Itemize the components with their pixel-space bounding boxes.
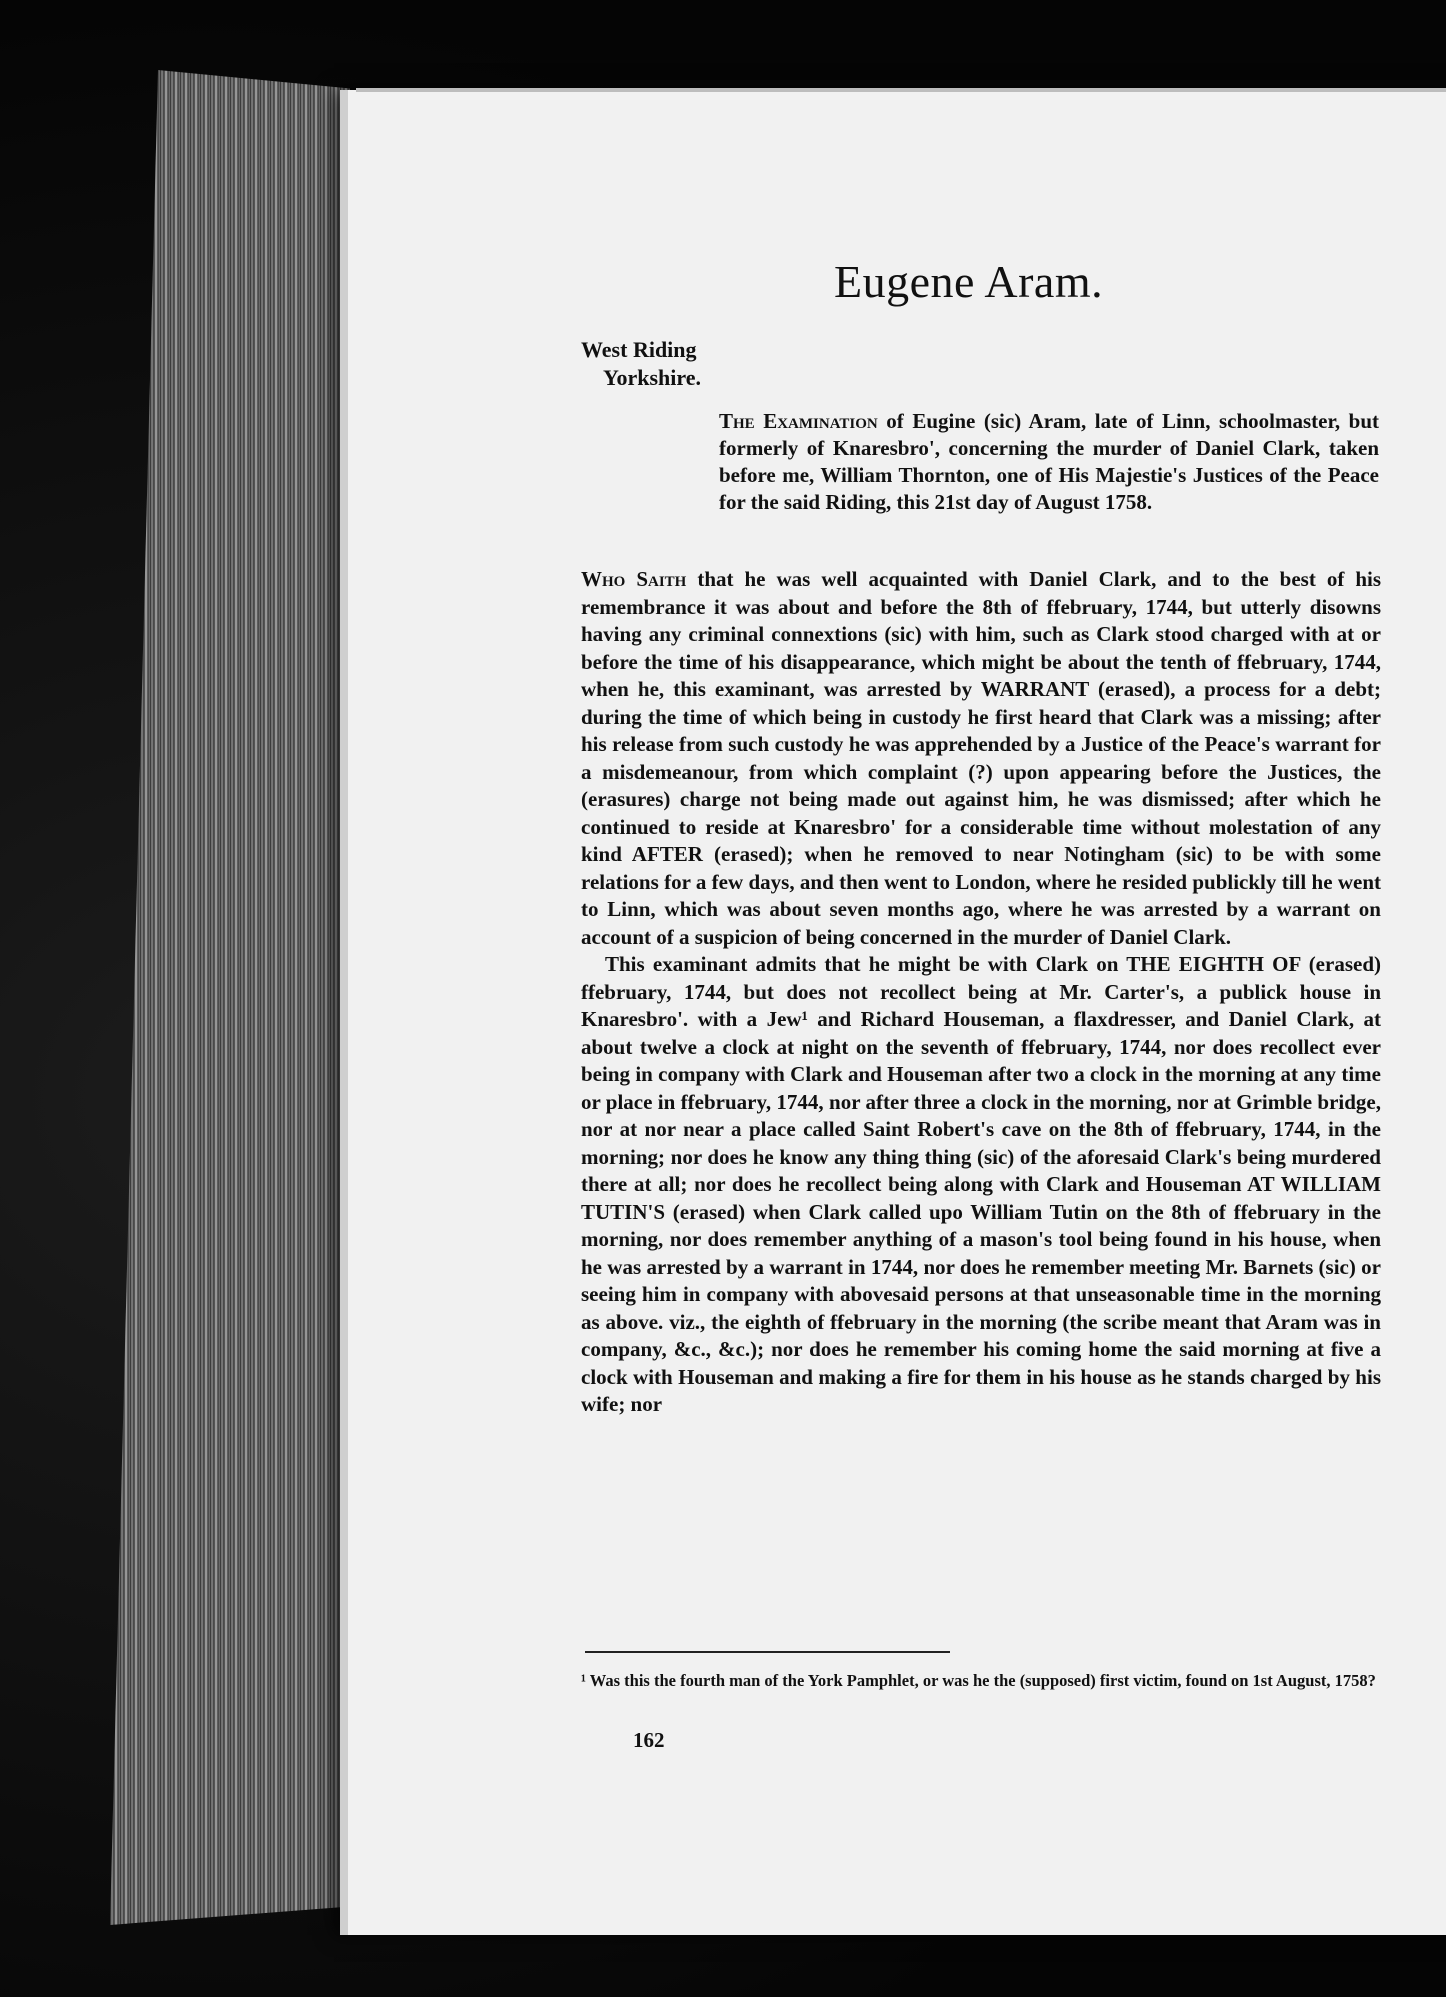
paragraph-2 <box>581 951 1381 1419</box>
paragraph-2-text: This examinant admits that he might be with Clark on THE EIGHTH OF (erased) ffebruary, 1744, but does not recollect being at Mr. Carter's, a publick house in Knaresbro'. with a Jew¹ and Richard Houseman, a flaxdresser, and Daniel Clark, at about twelve a clock at night on the seventh of ffebruary, 1744, nor does recollect ever being in company with Clark and Houseman after two a clock in the morning at any time or place in ffebruary, 1744, nor after three a clock in the morning, nor at Grimble bridge, nor at nor near a place called Saint Robert's cave on the 8th of ffebruary, 1744, in the morning; nor does he know any thing thing (sic) of the aforesaid Clark's being murdered there at all; nor does he recollect being along with Clark and Houseman AT WILLIAM TUTIN'S (erased) when Clark called upo William Tutin on the 8th of ffebruary in the morning, nor does remember anything of a mason's tool being found in his house, when he was arrested by a warrant in 1744, nor does he remember meeting Mr. Barnets (sic) or seeing him in company with abovesaid persons at that unseasonable time in the morning as above. viz., the eighth of ffebruary in the morning (the scribe meant that Aram was in company, &c., &c.); nor does he remember his coming home the said morning at five a clock with Houseman and making a fire for them in his house as he stands charged by his wife; nor <box>581 952 1381 1416</box>
examination-heading-lead: The Examination <box>719 409 878 433</box>
paragraph-1 <box>581 566 1381 951</box>
page-top-edge <box>356 88 1446 92</box>
footnote-divider <box>585 1651 950 1653</box>
body-text <box>581 566 1381 1419</box>
page-title: Eugene Aram. <box>834 256 1104 307</box>
place-heading <box>581 336 701 392</box>
paragraph-1-lead: Who Saith <box>581 567 687 591</box>
examination-heading-text: of Eugine (sic) Aram, late of Linn, schoolmaster, but formerly of Knaresbro', concerning the murder of Daniel Clark, taken before me, William Thornton, one of His Majestie's Justices of the Peace for the said Riding, this 21st day of August 1758. <box>719 409 1379 514</box>
paragraph-1-text: that he was well acquainted with Daniel Clark, and to the best of his remembrance it was about and before the 8th of ffebruary, 1744, but utterly disowns having any criminal connextions (sic) with him, such as Clark stood charged with at or before the time of his disappearance, which might be about the tenth of ffebruary, 1744, when he, this examinant, was arrested by WARRANT (erased), a process for a debt; during the time of which being in custody he first heard that Clark was a missing; after his release from such custody he was apprehended by a Justice of the Peace's warrant for a misdemeanour, from which complaint (?) upon appearing before the Justices, the (erasures) charge not being made out against him, he was dismissed; after which he continued to reside at Knaresbro' for a considerable time without molestation of any kind AFTER (erased); when he removed to near Notingham (sic) to be with some relations for a few days, and then went to London, where he resided publickly till he went to Linn, which was about seven months ago, where he was arrested by a warrant on account of a suspicion of being concerned in the murder of Daniel Clark. <box>581 567 1382 949</box>
page-number: 162 <box>633 1728 665 1752</box>
examination-heading <box>719 408 1379 516</box>
place-line-1: West Riding <box>581 337 697 362</box>
place-line-2: Yorkshire. <box>603 365 701 390</box>
footnote: ¹ Was this the fourth man of the York Pamphlet, or was he the (supposed) first victim, found on 1st August, 1758? <box>581 1671 1376 1690</box>
